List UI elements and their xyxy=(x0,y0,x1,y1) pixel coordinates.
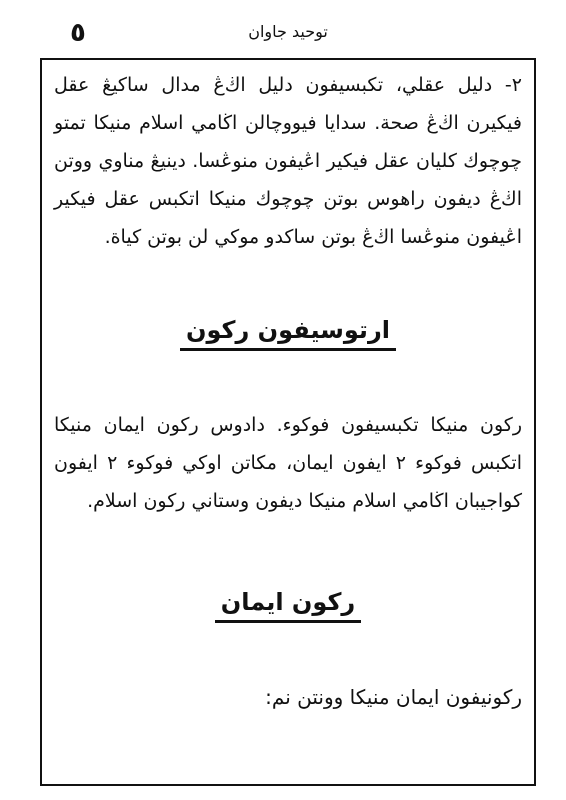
section-heading-rukun-iman xyxy=(42,588,534,623)
heading-text: ارتوسيفون ركون xyxy=(180,316,396,351)
text-frame xyxy=(40,58,536,786)
heading-text: ركون ايمان xyxy=(215,588,361,623)
rukun-iman-intro-line: ركونيفون ايمان منيكا وونتن نم: xyxy=(265,685,522,709)
paragraph-rukun-definition: ركون منيكا تكبسيفون فوكوء. دادوس ركون ايمان منيكا اتكبس فوكوء ٢ ايفون ايمان، مكاتن اوكي فوكوء ٢ ايفون كواجيبان اڬامي اسلام منيكا ديفون وستاني ركون اسلام. xyxy=(54,414,522,512)
running-title: توحيد جاوان xyxy=(248,22,328,41)
section-heading-meaning-of-rukun xyxy=(42,316,534,351)
paragraph-dalil-aqli: ٢- دليل عقلي، تكبسيفون دليل اڬ‌ڠ مدال ساكيڠ عقل فيكيرن اڬ‌ڠ صحة. سدايا فيووچالن اڬامي اسلام منيكا تمتو چوچوك كليان عقل فيكير اڠيفون منوڠسا. دينيڠ مناوي ووتن اڬ‌ڠ ديفون راهوس بوتن چوچوك منيكا اتكبس عقل فيكير اڠيفون منوڠسا اڬ‌ڠ بوتن ساكدو موكي لن بوتن كياة. xyxy=(54,74,522,248)
page-number: ٥ xyxy=(70,18,86,48)
page-header xyxy=(40,8,536,58)
